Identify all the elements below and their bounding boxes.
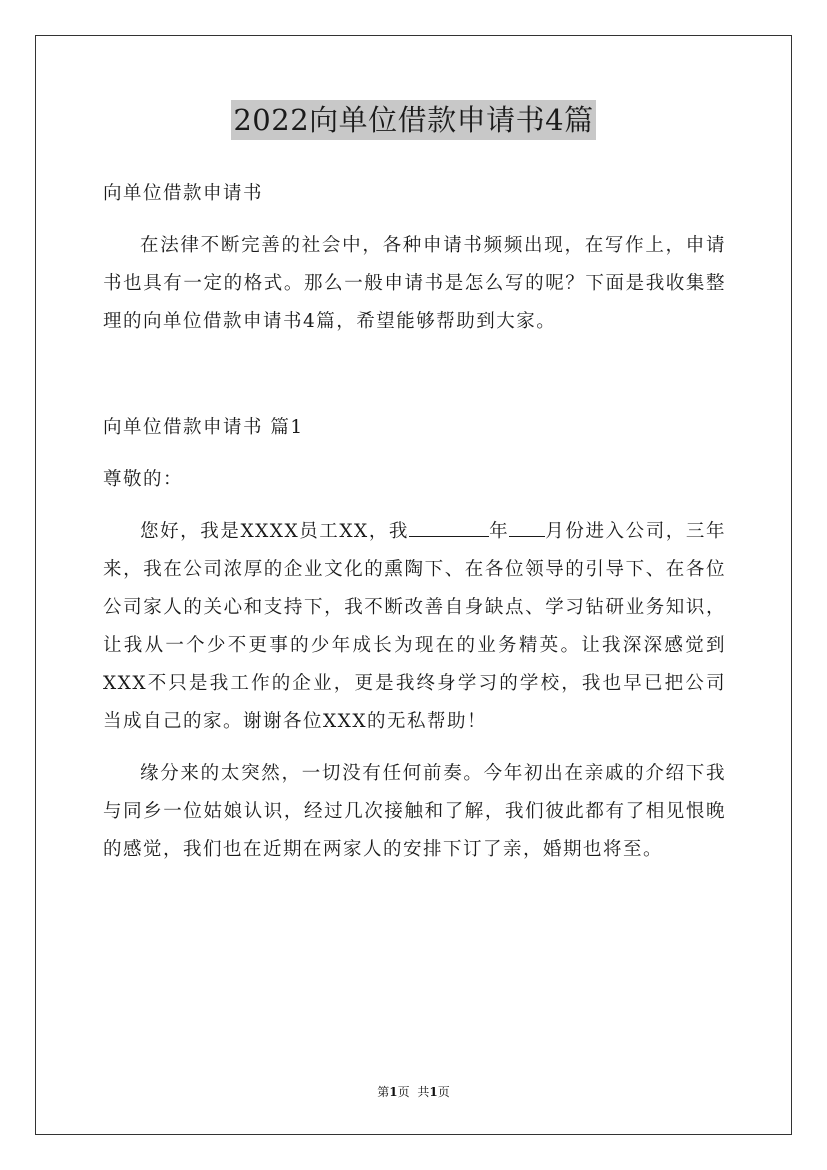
paragraph-1 bbox=[103, 513, 726, 741]
footer-total-prefix: 共 bbox=[417, 1085, 430, 1099]
footer-page-number: 1 bbox=[389, 1085, 398, 1099]
intro-paragraph: 在法律不断完善的社会中，各种申请书频频出现，在写作上，申请书也具有一定的格式。那么一般申请书是怎么写的呢？下面是我收集整理的向单位借款申请书4篇，希望能够帮助到大家。 bbox=[103, 235, 726, 332]
section-heading: 向单位借款申请书 篇1 bbox=[103, 417, 304, 438]
page-footer bbox=[0, 1083, 827, 1100]
intro-heading: 向单位借款申请书 bbox=[103, 183, 264, 204]
footer-page-suffix: 页 bbox=[397, 1085, 410, 1099]
footer-total-number: 1 bbox=[429, 1085, 438, 1099]
title-wrap bbox=[0, 100, 827, 140]
document-body bbox=[103, 175, 726, 869]
paragraph-1-part3: 月份进入公司，三年来，我在公司浓厚的企业文化的熏陶下、在各位领导的引导下、在各位公司家人的关心和支持下，我不断改善自身缺点、学习钻研业务知识，让我从一个少不更事的少年成长为现在的业务精英。让我深深感觉到XXX不只是我工作的企业，更是我终身学习的学校，我也早已把公司当成自己的家。谢谢各位XXX的无私帮助！ bbox=[103, 521, 726, 732]
paragraph-1-part1: 您好，我是XXXX员工XX，我 bbox=[140, 521, 409, 542]
document-title: 2022向单位借款申请书4篇 bbox=[231, 100, 595, 140]
blank-year bbox=[409, 520, 489, 537]
salutation: 尊敬的： bbox=[103, 469, 184, 490]
spacer bbox=[103, 341, 726, 393]
footer-total-suffix: 页 bbox=[437, 1085, 450, 1099]
paragraph-1-part2: 年 bbox=[489, 521, 510, 542]
blank-month bbox=[509, 520, 545, 537]
footer-page-prefix: 第 bbox=[377, 1085, 390, 1099]
paragraph-2: 缘分来的太突然，一切没有任何前奏。今年初出在亲戚的介绍下我与同乡一位姑娘认识，经过几次接触和了解，我们彼此都有了相见恨晚的感觉，我们也在近期在两家人的安排下订了亲，婚期也将至。 bbox=[103, 763, 726, 860]
